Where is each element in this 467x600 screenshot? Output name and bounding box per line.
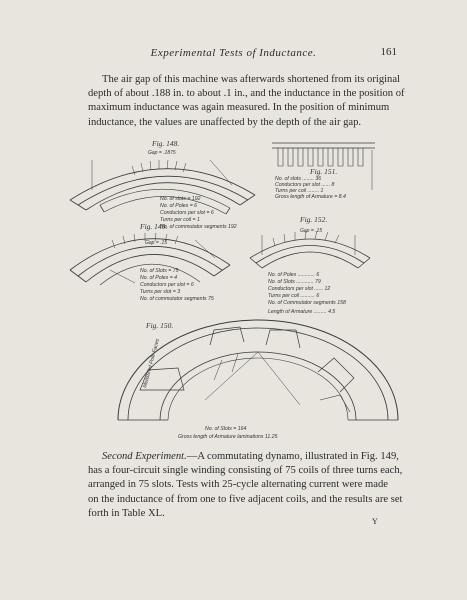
fig152-label: Fig. 152. — [300, 215, 328, 224]
spec-line: Gross length of Armature laminations 11.25 — [178, 434, 278, 440]
spec-line: No. of Commutator segments 158 — [268, 300, 346, 306]
fig150-drawing — [118, 320, 398, 420]
fig150-pole-note: Measured Pole Faces — [142, 338, 161, 389]
text-line: forth in Table XL. — [88, 507, 165, 519]
spec-line: Conductors per slot ...... 12 — [268, 286, 331, 292]
fig152-drawing — [250, 231, 370, 268]
fig152-specs — [268, 272, 346, 315]
spec-line: Turns per coil = 1 — [160, 217, 200, 223]
text-line: inductance, the values are unaffected by the depth of the air gap. — [88, 116, 362, 128]
text-line: maximum inductance was again measured. In the position of minimum — [88, 102, 390, 114]
spec-line: Turns per coil ........ 1 — [275, 188, 324, 194]
spec-line: Conductors per slot ...... 8 — [275, 182, 335, 188]
text-segment: —A commutating dynamo, illustrated in Fig. 149, — [186, 451, 399, 462]
text-line: on the inductance of from one to five adjacent coils, and the results are set — [88, 493, 403, 505]
fig151-specs — [275, 176, 346, 200]
spec-line: No. of slots = 192 — [160, 196, 201, 202]
paragraph-bottom — [88, 450, 403, 521]
fig151-label: Fig. 151. — [310, 167, 338, 176]
fig150-label: Fig. 150. — [146, 321, 174, 330]
fig148-specs — [160, 196, 237, 230]
spec-line: No. of Poles = 4 — [140, 275, 178, 281]
spec-line: No. of commutator segments 192 — [160, 224, 237, 230]
paragraph-lead: Second Experiment. — [102, 451, 187, 462]
fig152-gap: Gap = .15 — [300, 228, 323, 234]
text-line — [88, 450, 399, 464]
spec-line: No. of Slots ............ 79 — [268, 279, 321, 285]
spec-line: No. of Poles = 6 — [160, 203, 198, 209]
spec-line: No. of slots ........ 36 — [275, 176, 322, 182]
page-number: 161 — [380, 46, 397, 58]
text-line: depth of about .188 in. to about .1 in., and the inductance in the position of — [88, 88, 405, 100]
spec-line: No. of commutator segments 75 — [140, 296, 214, 302]
spec-line: No. of Slots = 164 — [205, 426, 247, 432]
fig149-gap: Gap = .15 — [145, 240, 168, 246]
running-header: Experimental Tests of Inductance. — [150, 47, 317, 59]
spec-line: No. of Slots = 75 — [140, 268, 179, 274]
fig149-label: Fig. 149. — [140, 222, 168, 231]
fig149-specs — [140, 268, 214, 302]
fig148-label: Fig. 148. — [152, 139, 180, 148]
signature-mark: Y — [372, 517, 378, 526]
text-line: has a four-circuit single winding consisting of 75 coils of three turns each, — [88, 465, 403, 477]
spec-line: Conductors per slot = 6 — [160, 210, 214, 216]
spec-line: Conductors per slot = 6 — [140, 282, 194, 288]
spec-line: No. of Poles ............ 6 — [268, 272, 320, 278]
spec-line: Gross length of Armature = 8.4 — [275, 194, 346, 200]
text-line: arranged in 75 slots. Tests with 25-cycle alternating current were made — [88, 479, 388, 491]
fig148-gap: Gap = .1875 — [148, 150, 176, 156]
fig150-specs — [178, 426, 278, 440]
spec-line: Turns per coil .......... 6 — [268, 293, 320, 299]
spec-line: Length of Armature ......... 4.5 — [268, 309, 336, 315]
text-line: The air gap of this machine was afterwards shortened from its original — [102, 74, 401, 85]
spec-line: Turns per slot = 3 — [140, 289, 181, 295]
